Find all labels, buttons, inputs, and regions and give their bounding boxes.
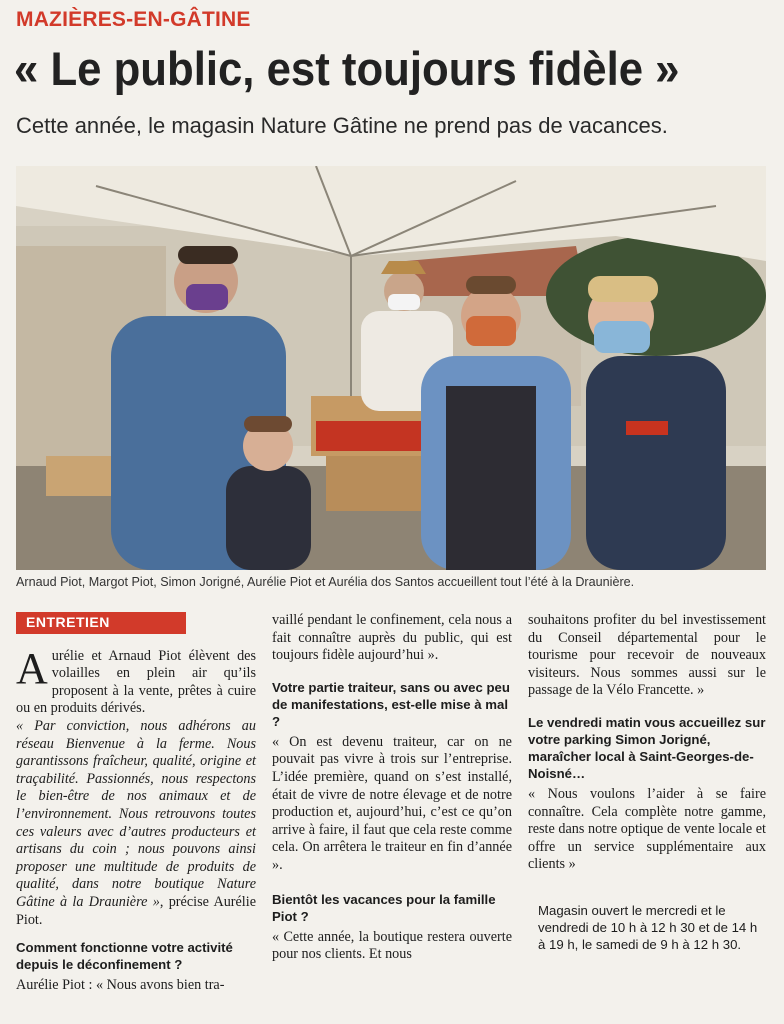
quote-text: « Par conviction, nous adhérons au réseau Bienvenue à la ferme. Nous garantissons fraîcheur, qualité, origine et traçabilité. Passionnés, nous respectons le bien-être de nos animaux et de l’environnement. Nous retrouvons toutes ces valeurs avec d’autres producteurs et artisans du coin ; nous pouvons ainsi proposer une multitude de produits de qualité, dans notre boutique Nature Gâtine à la Draunière » [16,717,256,910]
answer-1-end: vaillé pendant le confinement, cela nous a fait connaître auprès du public, qui est toujours fidèle aujourd’hui ». [272,612,512,664]
answer-2: « On est devenu traiteur, car on ne pouvait pas vivre à trois sur l’entreprise. L’idée première, quand on s’est installé, était de vivre de notre élevage et de notre production et, aujourd’hui, c’est ce qu’on arrive à faire, il faut que cela reste comme cela. On arrêtera le traiteur en fin d’année ». [272,733,512,873]
question-3: Bientôt les vacances pour la famille Piot ? [272,891,496,924]
column-3 [528,612,766,953]
intro-paragraph [16,643,256,718]
answer-4: « Nous voulons l’aider à se faire connaître. Cela complète notre gamme, reste dans notre optique de vente locale et offre un service supplémentaire aux clients » [528,785,766,873]
column-1 [16,612,256,995]
question-1: Comment fonctionne votre activité depuis le déconfinement ? [16,940,233,973]
subheadline: Cette année, le magasin Nature Gâtine ne prend pas de vacances. [16,113,668,138]
section-kicker: MAZIÈRES-EN-GÂTINE [16,8,251,31]
quote-attribution: , précise Aurélie Piot. [16,893,256,928]
intro-text: urélie et Arnaud Piot élèvent des volailles en plein air qu’ils proposent à la vente, prêtes à cuire ou en produits dérivés. [16,647,256,717]
opening-hours: Magasin ouvert le mercredi et le vendredi de 10 h à 12 h 30 et de 14 h à 19 h, le samedi de 9 h à 12 h 30. [538,902,758,952]
question-4: Le vendredi matin vous accueillez sur votre parking Simon Jorigné, maraîcher local à Saint-Georges-de-Noisné… [528,714,766,781]
headline: « Le public, est toujours fidèle » [14,42,680,95]
answer-1-start: Aurélie Piot : « Nous avons bien tra- [16,977,225,994]
section-tag: ENTRETIEN [16,612,186,634]
quote-paragraph [16,718,256,929]
answer-3-end: souhaitons profiter du bel investissement du Conseil départemental pour le tourisme pour recevoir de nouveaux visiteurs. Nous sommes aussi sur le passage de la Vélo Francette. » [528,612,766,699]
article-photo [16,166,766,570]
drop-cap: A [16,643,48,693]
column-2 [272,612,512,964]
answer-3-start: « Cette année, la boutique restera ouverte pour nos clients. Et nous [272,928,512,963]
photo-caption: Arnaud Piot, Margot Piot, Simon Jorigné, Aurélie Piot et Aurélia dos Santos accueillent tout l’été à la Draunière. [16,575,635,589]
question-2: Votre partie traiteur, sans ou avec peu de manifestations, est-elle mise à mal ? [272,679,510,729]
